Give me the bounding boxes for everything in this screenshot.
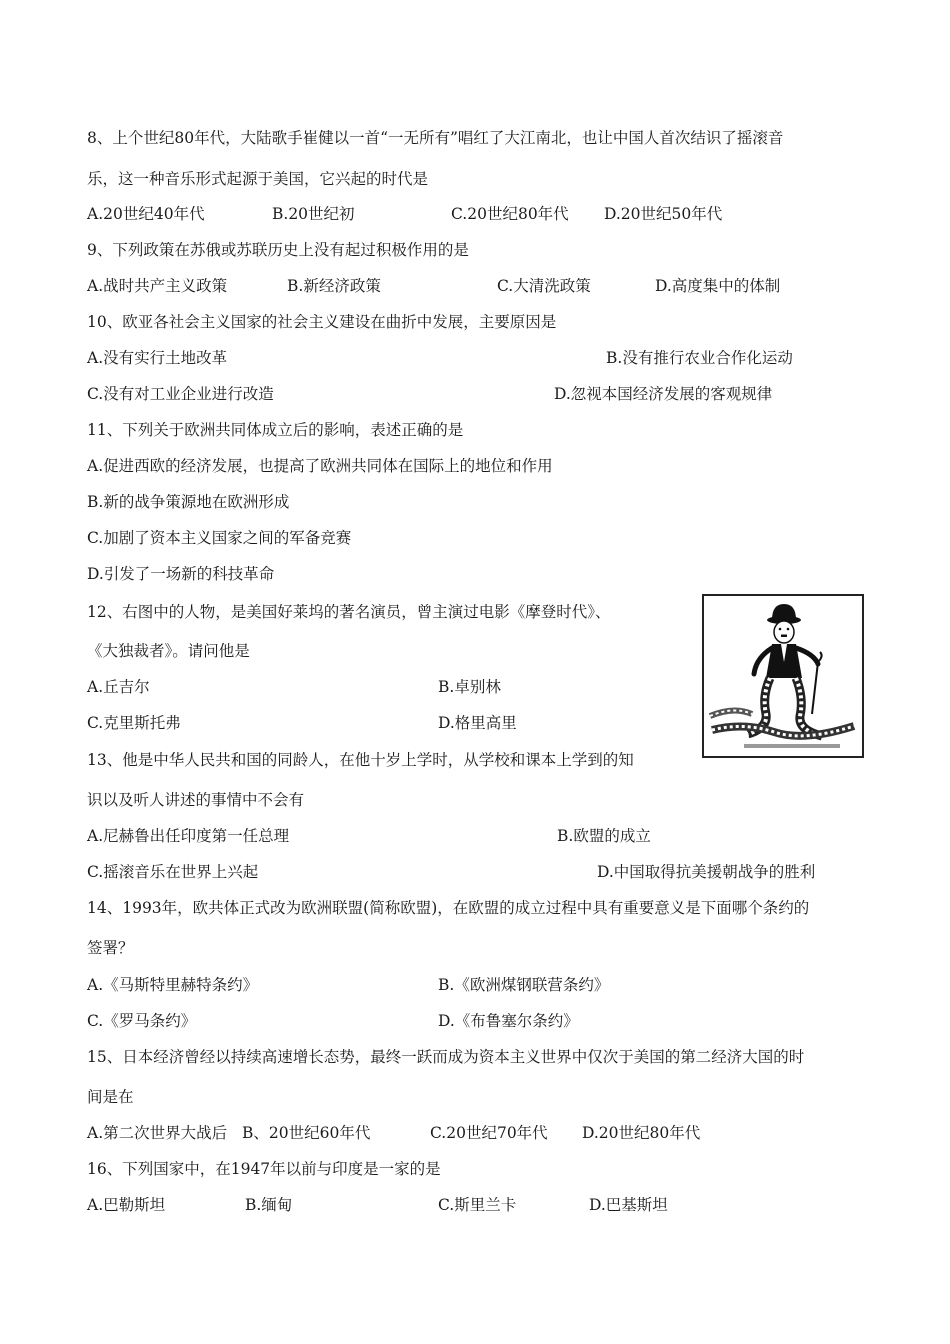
question-9-option-d: D.高度集中的体制 [655, 277, 781, 295]
question-8-option-c: C.20世纪80年代 [451, 205, 569, 223]
question-15-option-c: C.20世纪70年代 [430, 1124, 548, 1142]
question-13-stem-line-2: 识以及听人讲述的事情中不会有 [87, 791, 305, 809]
question-12-option-a: A.丘吉尔 [87, 678, 150, 696]
question-12-option-c: C.克里斯托弗 [87, 714, 181, 732]
question-15-stem-line-1: 15、日本经济曾经以持续高速增长态势，最终一跃而成为资本主义世界中仅次于美国的第二经济大国的时 [87, 1048, 805, 1066]
question-11-option-c: C.加剧了资本主义国家之间的军备竞赛 [87, 529, 352, 547]
question-15-stem-line-2: 间是在 [87, 1088, 134, 1106]
question-9-option-b: B.新经济政策 [287, 277, 381, 295]
question-15-option-a: A.第二次世界大战后 [87, 1124, 228, 1142]
question-10-option-b: B.没有推行农业合作化运动 [606, 349, 793, 367]
question-10-stem: 10、欧亚各社会主义国家的社会主义建设在曲折中发展，主要原因是 [87, 313, 557, 331]
question-11-option-d: D.引发了一场新的科技革命 [87, 565, 275, 583]
question-10-option-c: C.没有对工业企业进行改造 [87, 385, 274, 403]
question-10-option-d: D.忽视本国经济发展的客观规律 [554, 385, 773, 403]
question-11-stem: 11、下列关于欧洲共同体成立后的影响，表述正确的是 [87, 421, 464, 439]
question-10-option-a: A.没有实行土地改革 [87, 349, 228, 367]
question-15-option-b: B、20世纪60年代 [242, 1124, 371, 1142]
question-11-option-a: A.促进西欧的经济发展，也提高了欧洲共同体在国际上的地位和作用 [87, 457, 553, 475]
question-8-option-d: D.20世纪50年代 [604, 205, 723, 223]
question-13-option-d: D.中国取得抗美援朝战争的胜利 [597, 863, 816, 881]
question-9-option-c: C.大清洗政策 [497, 277, 591, 295]
question-14-stem-line-1: 14、1993年，欧共体正式改为欧洲联盟(简称欧盟)，在欧盟的成立过程中具有重要意义是下面哪个条约的 [87, 899, 810, 917]
question-9-stem: 9、下列政策在苏俄或苏联历史上没有起过积极作用的是 [87, 241, 469, 259]
question-13-stem-line-1: 13、他是中华人民共和国的同龄人，在他十岁上学时，从学校和课本上学到的知 [87, 751, 634, 769]
question-14-option-c: C.《罗马条约》 [87, 1012, 197, 1030]
question-11-option-b: B.新的战争策源地在欧洲形成 [87, 493, 290, 511]
question-13-option-a: A.尼赫鲁出任印度第一任总理 [87, 827, 290, 845]
question-14-option-a: A.《马斯特里赫特条约》 [87, 976, 259, 994]
question-8-option-b: B.20世纪初 [272, 205, 355, 223]
question-16-option-b: B.缅甸 [245, 1196, 293, 1214]
question-12-option-b: B.卓别林 [438, 678, 501, 696]
question-8-stem-line-1: 8、上个世纪80年代，大陆歌手崔健以一首“一无所有”唱红了大江南北，也让中国人首次结识了摇滚音 [87, 129, 784, 147]
question-15-option-d: D.20世纪80年代 [582, 1124, 701, 1142]
question-14-option-b: B.《欧洲煤钢联营条约》 [438, 976, 610, 994]
question-13-option-c: C.摇滚音乐在世界上兴起 [87, 863, 259, 881]
question-14-option-d: D.《布鲁塞尔条约》 [438, 1012, 579, 1030]
chaplin-cartoon-image [702, 594, 864, 758]
question-16-option-c: C.斯里兰卡 [438, 1196, 517, 1214]
chaplin-illustration [704, 596, 862, 756]
question-16-option-a: A.巴勒斯坦 [87, 1196, 166, 1214]
question-14-stem-line-2: 签署？ [87, 939, 134, 957]
question-16-option-d: D.巴基斯坦 [589, 1196, 668, 1214]
question-8-option-a: A.20世纪40年代 [87, 205, 205, 223]
question-12-stem-line-2: 《大独裁者》。请问他是 [87, 642, 250, 660]
question-12-option-d: D.格里高里 [438, 714, 517, 732]
question-8-stem-line-2: 乐，这一种音乐形式起源于美国，它兴起的时代是 [87, 170, 429, 188]
question-9-option-a: A.战时共产主义政策 [87, 277, 228, 295]
question-12-stem-line-1: 12、右图中的人物，是美国好莱坞的著名演员，曾主演过电影《摩登时代》、 [87, 603, 611, 621]
question-13-option-b: B.欧盟的成立 [557, 827, 651, 845]
question-16-stem: 16、下列国家中，在1947年以前与印度是一家的是 [87, 1160, 441, 1178]
